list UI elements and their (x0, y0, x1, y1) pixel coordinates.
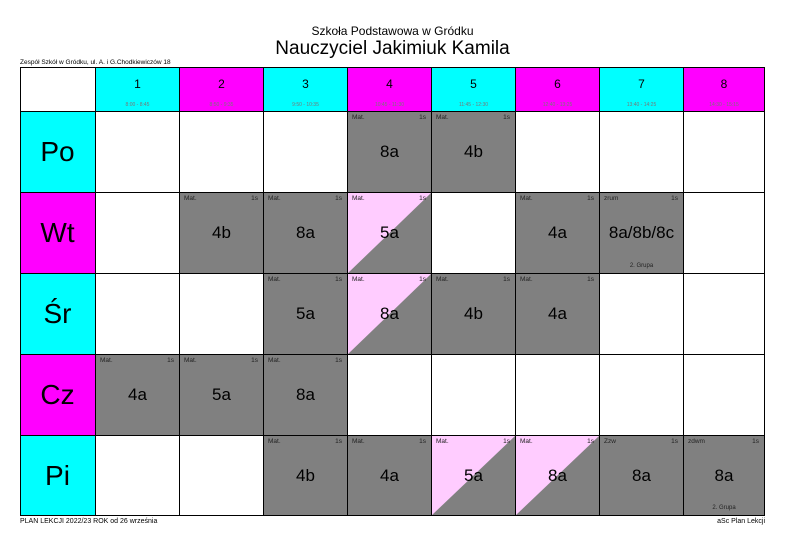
lesson-subject: Mat. (352, 114, 365, 121)
lesson-class: 4b (464, 142, 483, 161)
lesson-room: 1s (587, 195, 594, 202)
lesson-room: 1s (419, 114, 426, 121)
lesson-room: 1s (251, 195, 258, 202)
empty-slot (96, 112, 180, 193)
lesson-class: 4a (548, 304, 567, 323)
lesson-class: 5a (380, 223, 399, 242)
period-header-4 (348, 67, 432, 112)
teacher-name: Nauczyciel Jakimiuk Kamila (275, 38, 510, 59)
period-time: 11:45 - 12:30 (458, 102, 489, 108)
day-label-cell (20, 112, 96, 193)
lesson-room: 1s (251, 357, 258, 364)
period-time: 14:30 - 15:15 (709, 102, 739, 108)
lesson-room: 1s (671, 438, 678, 445)
lesson-cell[interactable] (348, 436, 432, 516)
period-header-3 (264, 67, 348, 112)
lesson-class: 4a (128, 385, 147, 404)
lesson-subject: Mat. (520, 195, 533, 202)
empty-slot (684, 112, 765, 193)
day-label: Śr (43, 298, 72, 329)
lesson-subject: Zzw (604, 438, 616, 445)
day-label: Wt (40, 217, 75, 248)
lesson-room: 1s (419, 438, 426, 445)
period-number: 4 (386, 77, 393, 91)
lesson-room: 1s (335, 357, 342, 364)
lesson-room: 1s (587, 438, 594, 445)
period-number: 8 (720, 77, 728, 91)
empty-slot (600, 274, 684, 355)
school-address: Zespół Szkół w Gródku, ul. A. i G.Chodkiewiczów 18 (20, 59, 171, 66)
lesson-class: 8a (632, 465, 651, 485)
day-label-cell (20, 193, 96, 274)
period-number: 5 (470, 77, 477, 91)
day-label-cell (20, 274, 96, 355)
empty-slot (96, 193, 180, 274)
lesson-cell[interactable] (348, 193, 432, 274)
lesson-subject: zrum (604, 195, 619, 202)
period-time: 8:50 - 9:35 (209, 102, 234, 108)
lesson-subject: Mat. (184, 195, 197, 202)
empty-slot (432, 355, 516, 436)
lesson-room: 1s (335, 195, 342, 202)
lesson-class: 4b (296, 465, 315, 485)
lesson-cell[interactable] (264, 193, 348, 274)
lesson-class: 5a (296, 304, 315, 323)
lesson-class: 8a/8b/8c (608, 223, 675, 242)
empty-slot (264, 112, 348, 193)
lesson-cell[interactable] (432, 274, 516, 355)
footer-software: aSc Plan Lekcji (717, 518, 765, 525)
lesson-subject: Mat. (268, 438, 281, 445)
period-number: 2 (218, 77, 225, 91)
lesson-cell[interactable] (432, 112, 516, 193)
lesson-cell[interactable] (264, 436, 348, 516)
lesson-room: 1s (671, 195, 678, 202)
day-label: Cz (40, 379, 75, 410)
lesson-class: 8a (296, 385, 315, 404)
lesson-class: 8a (296, 223, 315, 242)
empty-slot (684, 193, 765, 274)
lesson-room: 1s (419, 276, 426, 283)
lesson-class: 8a (380, 304, 399, 323)
lesson-room: 1s (503, 276, 510, 283)
lesson-subject: Mat. (436, 438, 449, 445)
period-header-5 (432, 67, 516, 112)
lesson-subject: Mat. (268, 195, 281, 202)
empty-slot (516, 112, 600, 193)
lesson-cell[interactable] (348, 274, 432, 355)
empty-slot (432, 193, 516, 274)
empty-slot (516, 355, 600, 436)
lesson-class: 4a (380, 465, 399, 485)
period-time: 13:40 - 14:25 (626, 102, 657, 108)
lesson-subject: Mat. (520, 276, 533, 283)
lesson-room: 1s (503, 438, 510, 445)
day-label: Po (40, 136, 75, 167)
lesson-subject: Mat. (436, 114, 449, 121)
lesson-subject: zdwm (688, 438, 705, 445)
empty-slot (180, 274, 264, 355)
period-time: 9:50 - 10:35 (292, 102, 319, 108)
lesson-cell[interactable] (180, 355, 264, 436)
lesson-cell[interactable] (264, 274, 348, 355)
lesson-class: 5a (212, 385, 231, 404)
empty-slot (348, 355, 432, 436)
lesson-class: 8a (380, 142, 399, 161)
lesson-room: 1s (167, 357, 174, 364)
period-number: 3 (302, 77, 309, 91)
lesson-subject: Mat. (436, 276, 449, 283)
lesson-cell[interactable] (600, 436, 684, 516)
empty-slot (180, 436, 264, 516)
lesson-class: 4b (212, 223, 231, 242)
period-time: 10:45 - 11:30 (374, 102, 405, 108)
period-header-7 (600, 67, 684, 112)
lesson-subject: Mat. (520, 438, 533, 445)
lesson-group: 2. Grupa (629, 263, 654, 269)
school-name: Szkoła Podstawowa w Gródku (311, 24, 474, 38)
lesson-subject: Mat. (352, 195, 365, 202)
footer-plan-info: PLAN LEKCJI 2022/23 ROK od 26 września (20, 518, 158, 525)
empty-slot (180, 112, 264, 193)
period-time: 8:00 - 8:45 (125, 102, 150, 108)
period-header-2 (180, 67, 264, 112)
lesson-cell[interactable] (96, 355, 180, 436)
lesson-room: 1s (419, 195, 426, 202)
lesson-class: 4a (548, 223, 567, 242)
lesson-room: 1s (335, 438, 342, 445)
lesson-cell[interactable] (516, 193, 600, 274)
period-number: 1 (134, 77, 141, 91)
empty-slot (600, 112, 684, 193)
lesson-cell[interactable] (348, 112, 432, 193)
lesson-cell[interactable] (264, 355, 348, 436)
empty-slot (96, 436, 180, 516)
lesson-class: 8a (714, 465, 734, 485)
lesson-class: 5a (464, 465, 483, 485)
lesson-cell[interactable] (432, 436, 516, 516)
timetable-grid (20, 67, 765, 516)
period-header-6 (516, 67, 600, 112)
empty-slot (600, 355, 684, 436)
lesson-subject: Mat. (268, 357, 281, 364)
lesson-cell[interactable] (684, 436, 765, 516)
lesson-cell[interactable] (516, 436, 600, 516)
lesson-room: 1s (587, 276, 594, 283)
lesson-cell[interactable] (516, 274, 600, 355)
period-time: 12:40 - 13:25 (542, 102, 573, 108)
period-number: 6 (554, 77, 561, 91)
lesson-subject: Mat. (100, 357, 113, 364)
lesson-cell[interactable] (180, 193, 264, 274)
period-header-1 (96, 67, 180, 112)
corner-cell (20, 67, 96, 112)
empty-slot (684, 355, 765, 436)
lesson-room: 1s (503, 114, 510, 121)
period-number: 7 (638, 77, 645, 91)
empty-slot (96, 274, 180, 355)
lesson-subject: Mat. (268, 276, 281, 283)
day-label-cell (20, 436, 96, 516)
day-label: Pi (45, 459, 70, 491)
lesson-group: 2. Grupa (712, 505, 736, 511)
lesson-class: 4b (464, 304, 483, 323)
period-header-8 (684, 67, 765, 112)
lesson-subject: Mat. (352, 276, 365, 283)
lesson-cell[interactable] (600, 193, 684, 274)
lesson-room: 1s (752, 438, 759, 445)
lesson-subject: Mat. (352, 438, 365, 445)
empty-slot (684, 274, 765, 355)
lesson-room: 1s (335, 276, 342, 283)
day-label-cell (20, 355, 96, 436)
lesson-class: 8a (548, 465, 567, 485)
lesson-subject: Mat. (184, 357, 197, 364)
